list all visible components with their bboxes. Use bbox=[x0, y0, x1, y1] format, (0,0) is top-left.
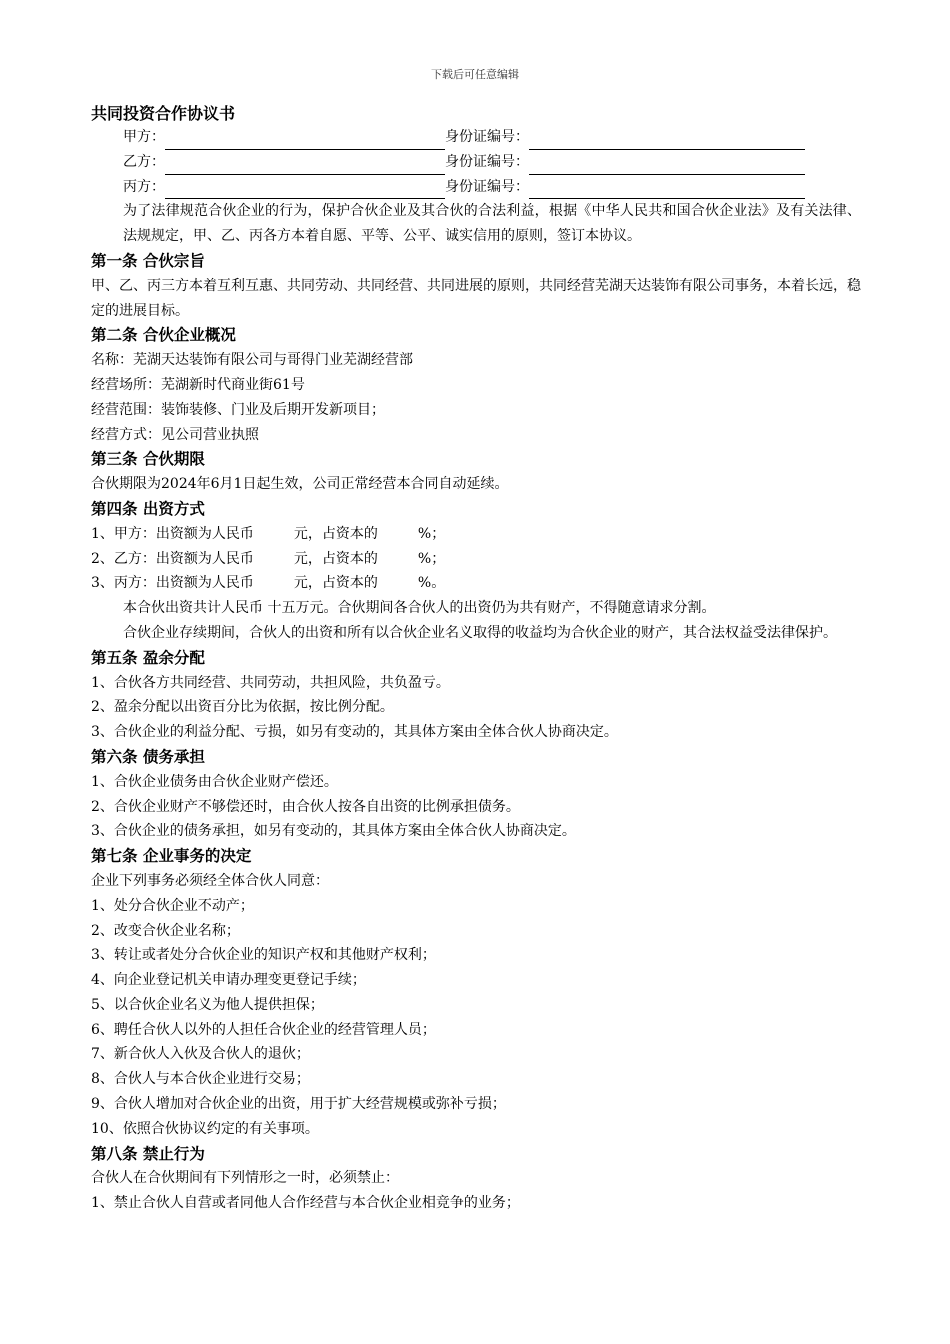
list-item: 2、改变合伙企业名称； bbox=[91, 922, 240, 939]
section-heading-6: 第六条 债务承担 bbox=[91, 747, 205, 766]
document-title: 共同投资合作协议书 bbox=[91, 104, 236, 123]
list-item: 3、合伙企业的债务承担，如另有变动的，其具体方案由全体合伙人协商决定。 bbox=[91, 823, 576, 840]
percent-sign: %。 bbox=[417, 575, 446, 592]
section-heading-5: 第五条 盈余分配 bbox=[91, 648, 205, 667]
list-item: 3、转让或者处分合伙企业的知识产权和其他财产权利； bbox=[91, 947, 436, 964]
section-7-lead: 企业下列事务必须经全体合伙人同意： bbox=[91, 872, 329, 889]
list-item: 1、合伙各方共同经营、共同劳动，共担风险，共负盈亏。 bbox=[91, 674, 450, 691]
section-heading-4: 第四条 出资方式 bbox=[91, 499, 205, 518]
list-item: 1、合伙企业债务由合伙企业财产偿还。 bbox=[91, 773, 338, 790]
id-blank bbox=[529, 133, 805, 150]
contribution-item bbox=[91, 522, 861, 547]
section-heading-3: 第三条 合伙期限 bbox=[91, 450, 205, 469]
percent-sign: %； bbox=[417, 550, 446, 567]
list-item: 7、新合伙人入伙及合伙人的退伙； bbox=[91, 1046, 310, 1063]
section-heading-8: 第八条 禁止行为 bbox=[91, 1144, 205, 1163]
party-row-b bbox=[91, 150, 861, 175]
id-label: 身份证编号： bbox=[445, 153, 529, 170]
section-1-text: 甲、乙、丙三方本着互利互惠、共同劳动、共同经营、共同进展的原则，共同经营芜湖天达装饰有限公司事务，本着长远，稳定的进展目标。 bbox=[91, 277, 861, 319]
document-content bbox=[91, 125, 861, 1216]
contribution-total: 本合伙出资共计人民币 十五万元。合伙期间各合伙人的出资仍为共有财产，不得随意请求分割。 bbox=[123, 600, 716, 617]
intro-paragraph: 为了法律规范合伙企业的行为，保护合伙企业及其合伙的合法利益，根据《中华人民共和国合伙企业法》及有关法律、法规规定，甲、乙、丙各方本着自愿、平等、公平、诚实信用的原则，签订本协议。 bbox=[123, 203, 861, 245]
list-item: 3、合伙企业的利益分配、亏损，如另有变动的，其具体方案由全体合伙人协商决定。 bbox=[91, 724, 618, 741]
contribution-share-label: 元，占资本的 bbox=[293, 575, 378, 592]
section-8-lead: 合伙人在合伙期间有下列情形之一时，必须禁止： bbox=[91, 1170, 399, 1187]
id-label: 身份证编号： bbox=[445, 129, 529, 145]
contribution-share-label: 元，占资本的 bbox=[293, 550, 378, 567]
party-label: 丙方： bbox=[123, 178, 165, 195]
party-row-a bbox=[91, 125, 861, 150]
id-blank bbox=[529, 158, 805, 175]
list-item: 2、合伙企业财产不够偿还时，由合伙人按各自出资的比例承担债务。 bbox=[91, 798, 520, 815]
page-header: 下载后可任意编辑 bbox=[431, 68, 519, 81]
contribution-amount-label: 1、甲方：出资额为人民币 bbox=[91, 525, 254, 542]
list-item: 10、依照合伙协议约定的有关事项。 bbox=[91, 1120, 319, 1137]
list-item: 9、合伙人增加对合伙企业的出资，用于扩大经营规模或弥补亏损； bbox=[91, 1096, 506, 1113]
contribution-item bbox=[91, 571, 861, 596]
party-label: 乙方： bbox=[123, 153, 165, 170]
list-item: 1、处分合伙企业不动产； bbox=[91, 897, 254, 914]
contribution-share-label: 元，占资本的 bbox=[293, 525, 378, 542]
contribution-item bbox=[91, 547, 861, 572]
list-item: 5、以合伙企业名义为他人提供担保； bbox=[91, 996, 324, 1013]
party-label: 甲方： bbox=[123, 129, 165, 145]
company-name: 名称：芜湖天达装饰有限公司与哥得门业芜湖经营部 bbox=[91, 352, 413, 369]
contribution-amount-label: 2、乙方：出资额为人民币 bbox=[91, 550, 254, 567]
section-3-text: 合伙期限为2024年6月1日起生效，公司正常经营本合同自动延续。 bbox=[91, 476, 509, 493]
list-item: 1、禁止合伙人自营或者同他人合作经营与本合伙企业相竞争的业务； bbox=[91, 1195, 520, 1212]
name-blank bbox=[165, 133, 445, 150]
id-blank bbox=[529, 182, 805, 199]
section-heading-7: 第七条 企业事务的决定 bbox=[91, 847, 252, 866]
business-mode: 经营方式：见公司营业执照 bbox=[91, 426, 259, 443]
contribution-amount-label: 3、丙方：出资额为人民币 bbox=[91, 575, 254, 592]
business-scope: 经营范围：装饰装修、门业及后期开发新项目； bbox=[91, 401, 385, 418]
list-item: 4、向企业登记机关申请办理变更登记手续； bbox=[91, 972, 366, 989]
contribution-note: 合伙企业存续期间，合伙人的出资和所有以合伙企业名义取得的收益均为合伙企业的财产，其合法权益受法律保护。 bbox=[123, 624, 837, 641]
list-item: 6、聘任合伙人以外的人担任合伙企业的经营管理人员； bbox=[91, 1021, 436, 1038]
list-item: 2、盈余分配以出资百分比为依据，按比例分配。 bbox=[91, 699, 394, 716]
section-heading-1: 第一条 合伙宗旨 bbox=[91, 251, 205, 270]
id-label: 身份证编号： bbox=[445, 178, 529, 195]
name-blank bbox=[165, 182, 445, 199]
business-location: 经营场所：芜湖新时代商业街61号 bbox=[91, 376, 305, 393]
percent-sign: %； bbox=[417, 525, 446, 542]
party-row-c bbox=[91, 175, 861, 200]
name-blank bbox=[165, 158, 445, 175]
section-heading-2: 第二条 合伙企业概况 bbox=[91, 326, 236, 345]
list-item: 8、合伙人与本合伙企业进行交易； bbox=[91, 1071, 310, 1088]
